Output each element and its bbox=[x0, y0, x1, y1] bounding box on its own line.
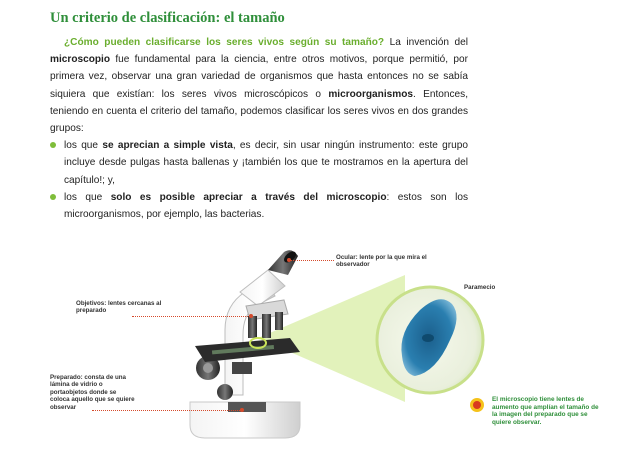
intro-question: ¿Cómo pueden clasificarse los seres vivos según su tamaño? bbox=[64, 37, 385, 48]
objective-lens bbox=[262, 314, 271, 338]
leader-line-ocular bbox=[290, 260, 334, 261]
intro-bold-microorganismos: microorganismos bbox=[328, 88, 414, 100]
intro-text-1: La invención del bbox=[384, 37, 468, 48]
leader-dot bbox=[249, 314, 253, 318]
intro-bold-microscopio: microscopio bbox=[50, 54, 111, 66]
label-ocular: Ocular: lente por la que mira el observador bbox=[336, 254, 427, 269]
intro-text-2: fue fundamental para la ciencia, entre otros motivos, porque permitió, por primera vez, observar una gran variedad de organismos que hasta entonces no se sabía siquiera que existían: los seres vivos microscópicos o bbox=[50, 54, 468, 100]
bullet-bold: solo es posible apreciar a través del microscopio bbox=[110, 191, 387, 203]
bullet-text: : estos son los microorganismos, por ejemplo, las bacterias. bbox=[64, 191, 469, 221]
section-heading: Un criterio de clasificación: el tamaño bbox=[50, 10, 285, 26]
caption-note: El microscopio tiene lentes de aumento que amplían el tamaño de la imagen del preparado que se quiere observar. bbox=[492, 396, 599, 426]
bullet-text: los que bbox=[64, 191, 111, 203]
bullet-text: , es decir, sin usar ningún instrumento: este grupo incluye desde pulgas hasta ballenas y ¡también los que te mostramos en la apertura del capítulo!; y, bbox=[64, 140, 469, 186]
fine-focus-knob bbox=[217, 384, 233, 400]
leader-line-objetivos bbox=[132, 316, 250, 317]
leader-dot bbox=[240, 408, 244, 412]
intro-text-3: . Entonces, teniendo en cuenta el criterio del tamaño, podemos clasificar los seres vivos en dos grandes grupos: bbox=[50, 88, 469, 135]
label-preparado: Preparado: consta de una lámina de vidrio o portaobjetos donde se coloca aquello que se quiere observar bbox=[50, 374, 135, 411]
bullet-bold: se aprecian a simple vista bbox=[102, 140, 233, 152]
objective-lens bbox=[275, 312, 283, 330]
label-objetivos: Objetivos: lentes cercanas al preparado bbox=[76, 300, 162, 315]
label-paramecio: Paramecio bbox=[464, 284, 496, 291]
info-badge-icon bbox=[470, 398, 484, 412]
objective-lens bbox=[248, 316, 257, 338]
bullet-text: los que bbox=[64, 140, 103, 152]
leader-line-preparado bbox=[92, 410, 242, 411]
